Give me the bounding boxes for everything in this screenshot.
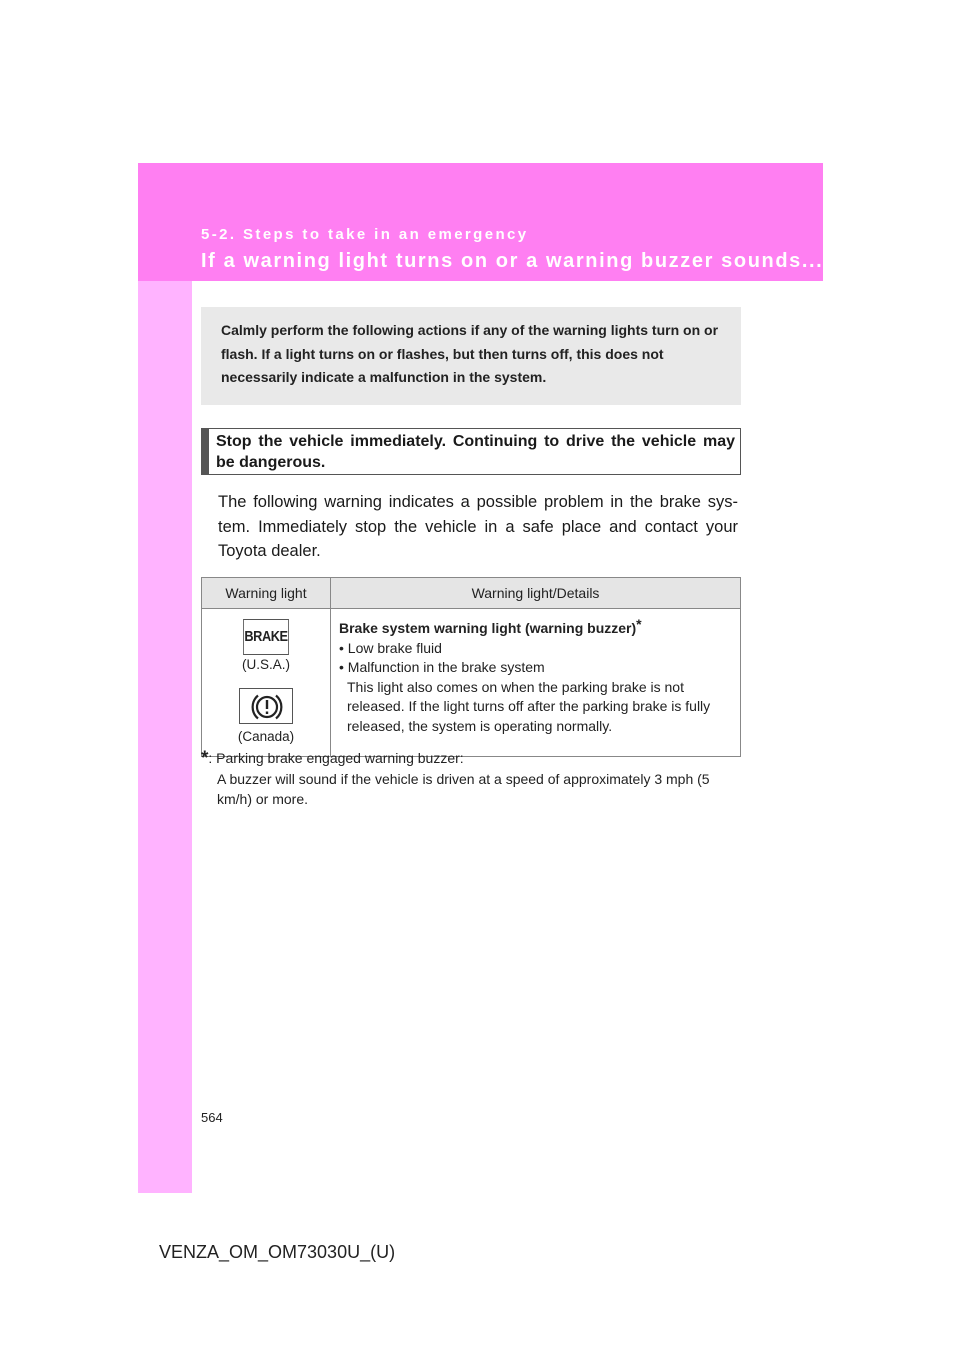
page-title: If a warning light turns on or a warning buzzer sounds...: [201, 250, 824, 272]
warning-light-cell: [202, 609, 331, 757]
bullet-malfunction: • Malfunction in the brake system: [339, 659, 545, 675]
brake-warning-circle-icon: [239, 688, 293, 724]
stop-notice: [201, 428, 741, 475]
intro-box: Calmly perform the following actions if any of the warning lights turn on or flash. If a light turns on or flashes, but then turns off, this does not necessarily indicate a malfunction in the system.: [201, 307, 741, 405]
brake-text-icon: BRAKE: [243, 619, 289, 655]
details-cell: [331, 609, 741, 757]
section-label: 5-2. Steps to take in an emergency: [201, 226, 529, 243]
bullet-low-fluid: • Low brake fluid: [339, 639, 442, 656]
footnote-marker: *: [636, 616, 642, 632]
footnote-title: : Parking brake engaged warning buzzer:: [208, 750, 464, 766]
table-header-row: [202, 578, 741, 609]
warning-table: [201, 577, 741, 757]
table-row: [202, 609, 741, 757]
detail-title-text: Brake system warning light (warning buzzer): [339, 620, 637, 636]
footnote: [201, 748, 746, 809]
region-canada: (Canada): [237, 729, 295, 744]
body-paragraph: The following warning indicates a possible problem in the brake sys-tem. Immediately stop the vehicle in a safe place and contact your Toyota dealer.: [218, 493, 738, 560]
stop-notice-text: Stop the vehicle immediately. Continuing to drive the vehicle may be dangerous.: [216, 433, 735, 471]
detail-note: This light also comes on when the parking brake is not released. If the light turns off after the parking brake is fully released, the system is operating normally.: [347, 678, 711, 734]
footnote-star: *: [201, 748, 209, 769]
footnote-heading: [201, 748, 746, 769]
document-code: VENZA_OM_OM73030U_(U): [159, 1242, 396, 1262]
header-details: Warning light/Details: [331, 578, 741, 609]
page-number: 564: [201, 1110, 223, 1125]
side-tab-strip: [138, 163, 192, 1193]
footnote-text: A buzzer will sound if the vehicle is driven at a speed of approximately 3 mph (5 km/h) or more.: [217, 771, 710, 807]
region-usa: (U.S.A.): [241, 657, 290, 672]
header-warning-light: Warning light: [202, 578, 331, 609]
detail-title: [339, 616, 732, 639]
